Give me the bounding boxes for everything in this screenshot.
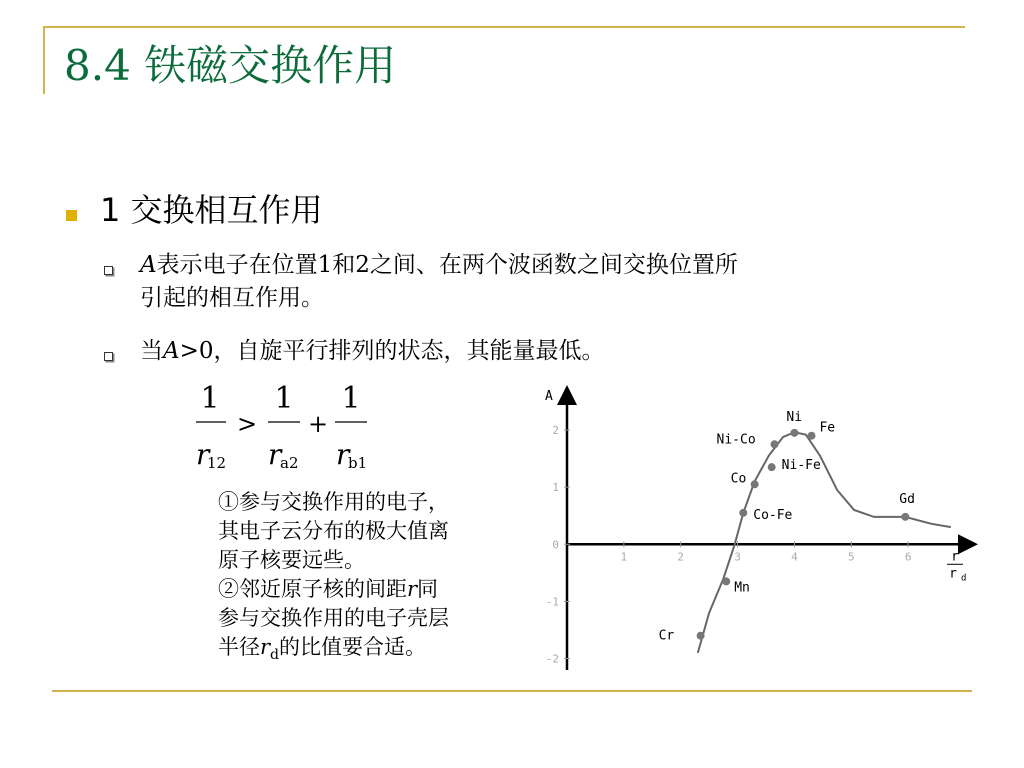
bullet-text-1-cont: 引起的相互作用。	[140, 285, 324, 311]
symbol-a: A	[163, 338, 180, 364]
left-rule	[43, 26, 45, 94]
numerator: 1	[200, 381, 220, 416]
bullet-1-line1: 表示电子在位置1和2之间、在两个波函数之间交换位置所	[156, 252, 738, 278]
data-point	[722, 577, 730, 585]
bullet-square-icon	[66, 210, 77, 221]
data-point	[697, 632, 705, 640]
data-point-label: Ni	[786, 409, 803, 425]
data-point-label: Fe	[819, 420, 836, 436]
x-axis-label-numerator: r	[951, 549, 959, 565]
x-axis-label-subscript: d	[961, 573, 967, 584]
data-point	[751, 480, 759, 488]
x-axis-label-denominator: r	[949, 566, 957, 582]
y-tick-label: 1	[552, 481, 559, 495]
symbol-a: A	[140, 252, 157, 278]
greater-than: >	[236, 410, 258, 438]
data-point-label: Ni-Fe	[781, 458, 821, 474]
data-point	[771, 440, 779, 448]
x-tick-label: 4	[791, 550, 798, 564]
bullet-2-pre: 当	[140, 338, 163, 364]
plus-sign: +	[307, 410, 329, 438]
numerator: 1	[274, 381, 294, 416]
data-point-label: Ni-Co	[716, 432, 756, 448]
inequality-formula	[190, 378, 390, 474]
section-heading: 1 交换相互作用	[100, 191, 323, 229]
bethe-slater-curve-chart	[525, 380, 980, 680]
symbol-r: r	[260, 635, 271, 659]
denominator-r: r	[336, 438, 350, 471]
note-block	[218, 488, 449, 670]
data-point	[739, 509, 747, 517]
sub-bullet-icon	[104, 352, 113, 361]
note-text: 半径	[218, 635, 260, 659]
slide-title: 8.4 铁磁交换作用	[64, 41, 397, 90]
sub-bullet-icon	[104, 266, 113, 275]
data-point	[807, 432, 815, 440]
note-line	[218, 633, 449, 670]
data-point	[768, 463, 776, 471]
x-tick-label: 6	[904, 550, 912, 564]
data-point	[790, 429, 798, 437]
bethe-slater-curve	[698, 432, 951, 653]
denominator-sub: a2	[280, 454, 299, 472]
y-axis-label: A	[545, 389, 553, 404]
data-point-label: Co-Fe	[753, 507, 793, 523]
data-point	[901, 513, 909, 521]
note-line: 其电子云分布的极大值离	[218, 519, 449, 543]
note-line	[218, 575, 449, 604]
denominator-r: r	[196, 438, 210, 471]
symbol-r: r	[407, 577, 418, 601]
denominator-sub: 12	[207, 454, 227, 472]
x-tick-label: 3	[734, 550, 741, 564]
y-tick-label: -1	[545, 595, 559, 609]
data-point-label: Co	[730, 471, 747, 487]
x-tick-label: 5	[847, 550, 855, 564]
data-point-label: Cr	[658, 628, 675, 644]
top-rule	[43, 26, 965, 28]
note-line: 原子核要远些。	[218, 548, 365, 572]
symbol-d-sub: d	[270, 647, 280, 664]
y-tick-label: 2	[552, 424, 559, 437]
bullet-text-2	[140, 335, 605, 368]
bullet-2-post: >0，自旋平行排列的状态，其能量最低。	[179, 338, 605, 364]
note-text: ②邻近原子核的间距	[218, 577, 407, 601]
bottom-rule	[52, 690, 972, 692]
note-text: 的比值要合适。	[279, 635, 427, 659]
note-text: 同	[417, 577, 439, 601]
denominator-sub: b1	[348, 454, 368, 472]
y-tick-label: 0	[552, 538, 559, 552]
note-line: 参与交换作用的电子壳层	[218, 606, 449, 630]
bullet-text-1	[140, 249, 738, 282]
data-point-label: Mn	[734, 580, 750, 596]
note-line: ①参与交换作用的电子，	[218, 490, 449, 514]
x-tick-label: 2	[677, 550, 685, 564]
data-point-label: Gd	[899, 491, 915, 507]
denominator-r: r	[268, 438, 282, 471]
numerator: 1	[341, 381, 361, 416]
x-tick-label: 1	[620, 550, 628, 564]
y-tick-label: -2	[545, 652, 559, 666]
